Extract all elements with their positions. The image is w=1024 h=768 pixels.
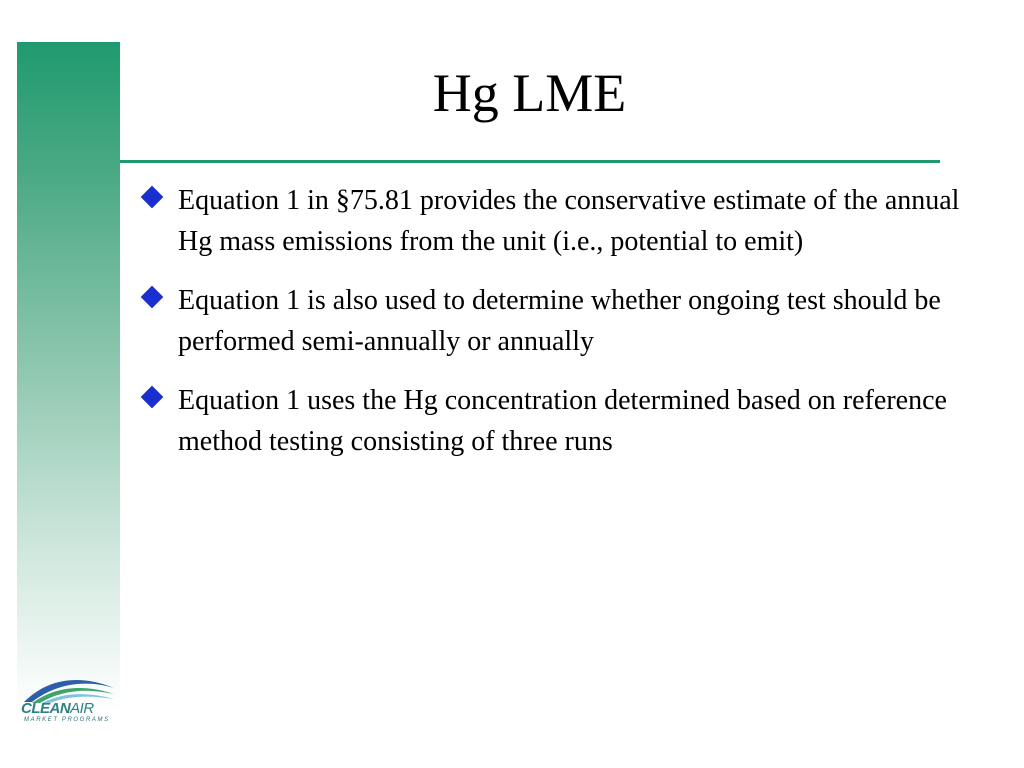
logo-brand-accent: AIR [70, 700, 94, 717]
diamond-bullet-icon [141, 186, 164, 209]
bullet-text: Equation 1 in §75.81 provides the conservative estimate of the annual Hg mass emissions from the unit (i.e., potential to emit) [178, 185, 960, 257]
logo-tagline: MARKET PROGRAMS [24, 717, 110, 723]
bullet-item [140, 380, 1000, 462]
slide-title: Hg LME [432, 63, 627, 123]
diamond-bullet-icon [141, 386, 164, 409]
side-gradient-bar [17, 42, 120, 768]
bullet-item [140, 280, 1000, 362]
clean-air-logo [18, 672, 118, 728]
bullet-list [140, 180, 1000, 480]
diamond-bullet-icon [141, 286, 164, 309]
title-divider [120, 160, 940, 163]
bullet-text: Equation 1 is also used to determine whether ongoing test should be performed semi-annually or annually [178, 285, 941, 357]
bullet-item [140, 180, 1000, 262]
logo-brand-main: CLEAN [21, 700, 71, 717]
bullet-text: Equation 1 uses the Hg concentration determined based on reference method testing consisting of three runs [178, 385, 947, 457]
